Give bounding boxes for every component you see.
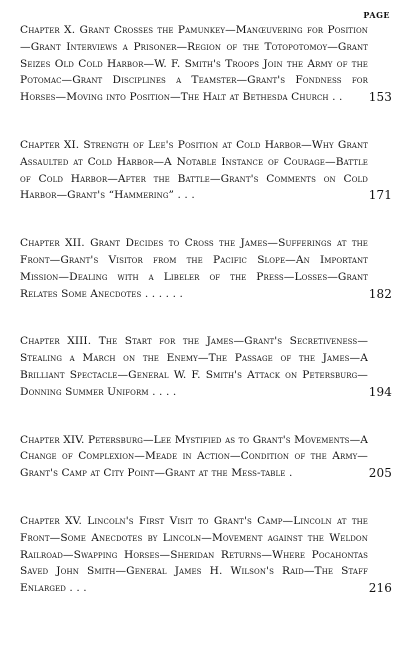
page-number: 153: [368, 90, 392, 105]
toc-entry-chapter-11: [20, 137, 392, 204]
chapter-number: Chapter XI.: [20, 138, 80, 151]
toc-entry-chapter-10: [20, 22, 392, 106]
dot-leader: . .: [328, 91, 343, 104]
chapter-summary: Grant Decides to Cross the James—Sufferings at the Front—Grant's Visitor from the Pacific Slope—An Important Mission—Dealing with a Libeler of the Press—Losses—Grant Relates Some Anecdotes: [20, 237, 369, 300]
chapter-summary: Grant Crosses the Pamunkey—Manœuvering for Position—Grant Interviews a Prisoner—Region of the Totopotomoy—Grant Seizes Old Cold Harbor—W. F. Smith's Troops Join the Army of the Potomac—Grant Disciplines a Teamster—Grant's Fondness for Horses—Moving into Position—The Halt at Bethesda Church: [20, 24, 369, 104]
chapter-summary: The Start for the James—Grant's Secretiveness—Stealing a March on the Enemy—The Passage of the James—A Brilliant Spectacle—General W. F. Smith's Attack on Petersburg—Donning Summer Uniform: [20, 335, 369, 398]
table-of-contents: [20, 22, 392, 597]
toc-entry-chapter-15: [20, 513, 392, 597]
dot-leader: . . . . . .: [141, 287, 183, 300]
dot-leader: . . .: [65, 582, 87, 595]
chapter-number: Chapter XV.: [20, 514, 82, 527]
chapter-summary: Lincoln's First Visit to Grant's Camp—Lincoln at the Front—Some Anecdotes by Lincoln—Movement against the Weldon Railroad—Swapping Horses—Sheridan Returns—Where Pocahontas Saved John Smith—General James H. Wilson's Raid—The Staff Enlarged: [20, 514, 368, 595]
toc-entry-chapter-12: [20, 235, 392, 302]
page-number: 171: [368, 188, 392, 203]
toc-entry-chapter-14: [20, 432, 392, 482]
page-number: 182: [368, 286, 392, 301]
toc-entry-chapter-13: [20, 333, 392, 400]
page-number: 194: [368, 384, 392, 399]
chapter-summary: Strength of Lee's Position at Cold Harbor—Why Grant Assaulted at Cold Harbor—A Notable Instance of Courage—Battle of Cold Harbor—After the Battle—Grant's Comments on Cold Harbor—Grant's “Hammering”: [20, 138, 368, 202]
page-column-label: PAGE: [363, 10, 390, 20]
chapter-summary: Petersburg—Lee Mystified as to Grant's Movements—A Change of Complexion—Meade in Action—Condition of the Army—Grant's Camp at City Point—Grant at the Mess-table: [20, 433, 369, 480]
dot-leader: . . .: [174, 189, 195, 202]
chapter-number: Chapter XIV.: [20, 433, 85, 446]
chapter-number: Chapter X.: [20, 24, 76, 36]
page-number: 205: [368, 466, 392, 481]
dot-leader: . . . .: [148, 385, 177, 398]
page-number: 216: [368, 581, 392, 596]
chapter-number: Chapter XIII.: [20, 335, 92, 348]
dot-leader: .: [285, 467, 293, 480]
chapter-number: Chapter XII.: [20, 237, 85, 250]
